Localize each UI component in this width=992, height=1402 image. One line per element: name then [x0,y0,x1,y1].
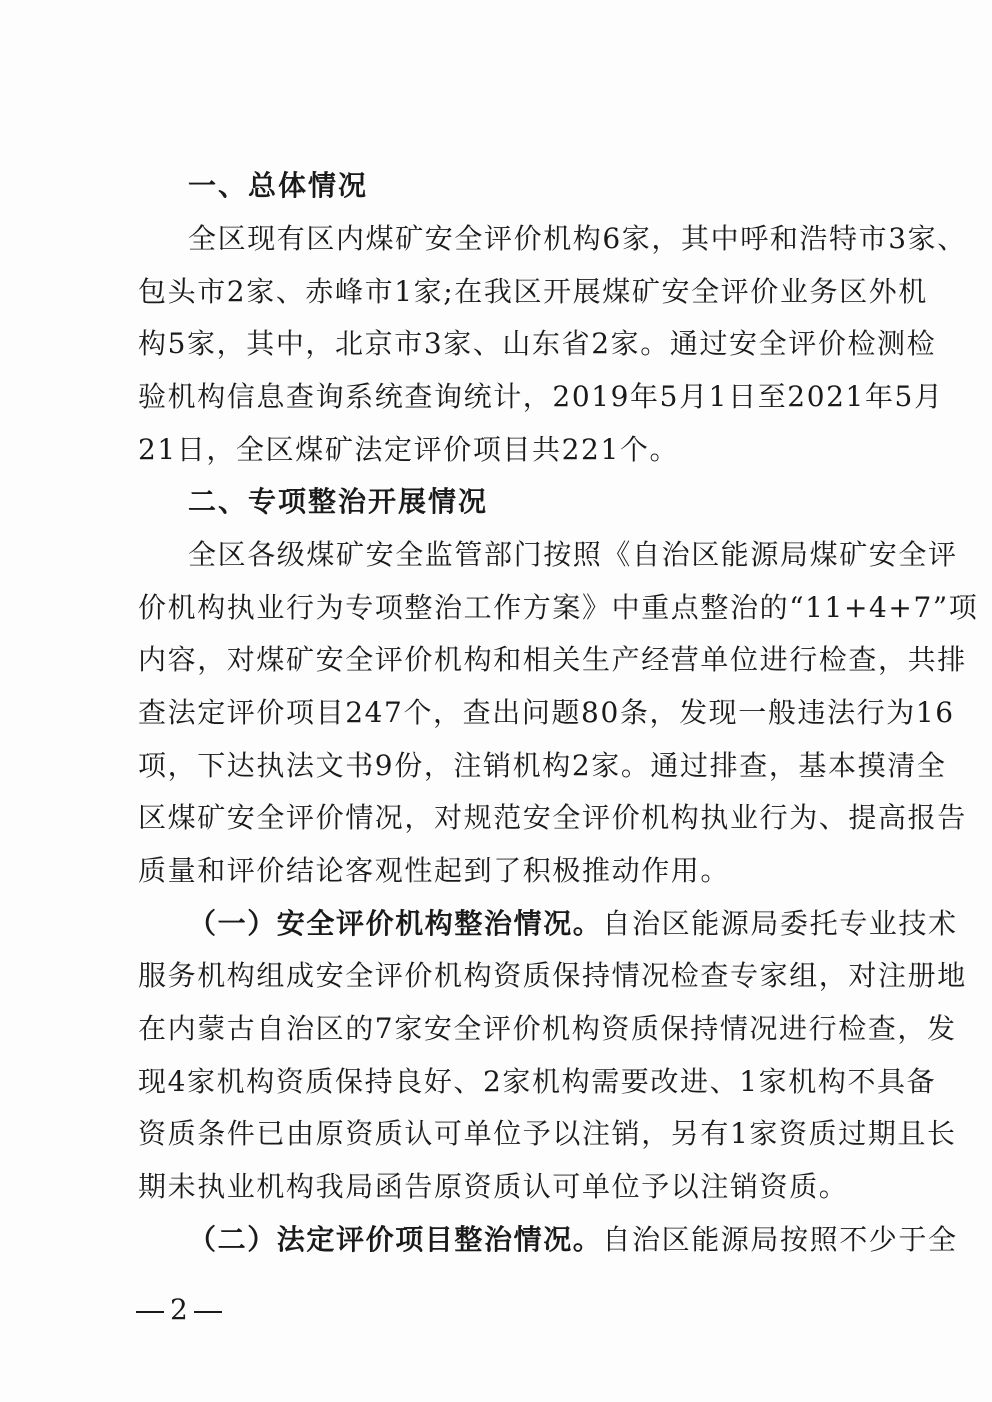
paragraph-line: 资质条件已由原资质认可单位予以注销，另有1家资质过期且长 [138,1117,957,1150]
paragraph-line: 21日，全区煤矿法定评价项目共221个。 [138,433,680,466]
paragraph-line: 全区现有区内煤矿安全评价机构6家，其中呼和浩特市3家、 [188,222,967,255]
section-heading-rectification: 二、专项整治开展情况 [188,485,489,518]
paragraph-line: 区煤矿安全评价情况，对规范安全评价机构执业行为、提高报告 [138,801,967,834]
subsection-text: 自治区能源局委托专业技术 [602,907,958,940]
paragraph-line: 查法定评价项目247个，查出问题80条，发现一般违法行为16 [138,696,955,729]
subsection-lead-agency: （一）安全评价机构整治情况。 [188,907,603,940]
subsection-lead-projects: （二）法定评价项目整治情况。 [188,1223,603,1256]
paragraph-line: 包头市2家、赤峰市1家;在我区开展煤矿安全评价业务区外机 [138,275,928,308]
paragraph-line: 期未执业机构我局函告原资质认可单位予以注销资质。 [138,1170,849,1203]
paragraph-line: 全区各级煤矿安全监管部门按照《自治区能源局煤矿安全评 [188,538,958,571]
paragraph-line: 内容，对煤矿安全评价机构和相关生产经营单位进行检查，共排 [138,643,967,676]
subsection-first-line [188,898,958,950]
paragraph-line: 质量和评价结论客观性起到了积极推动作用。 [138,854,731,887]
page-number [130,1290,228,1330]
paragraph-line: 服务机构组成安全评价机构资质保持情况检查专家组，对注册地 [138,959,967,992]
paragraph-line: 构5家，其中，北京市3家、山东省2家。通过安全评价检测检 [138,327,937,360]
dash-right [194,1311,222,1313]
dash-left [136,1311,164,1313]
paragraph-line: 验机构信息查询系统查询统计，2019年5月1日至2021年5月 [138,380,944,413]
subsection-text: 自治区能源局按照不少于全 [602,1223,958,1256]
paragraph-line: 现4家机构资质保持良好、2家机构需要改进、1家机构不具备 [138,1065,937,1098]
page-number-value: 2 [170,1293,188,1326]
section-heading-overview: 一、总体情况 [188,169,369,202]
paragraph-line: 项，下达执法文书9份，注销机构2家。通过排查，基本摸清全 [138,749,947,782]
paragraph-line: 价机构执业行为专项整治工作方案》中重点整治的“11+4+7”项 [138,591,979,624]
paragraph-line: 在内蒙古自治区的7家安全评价机构资质保持情况进行检查，发 [138,1012,957,1045]
subsection-first-line [188,1214,958,1266]
